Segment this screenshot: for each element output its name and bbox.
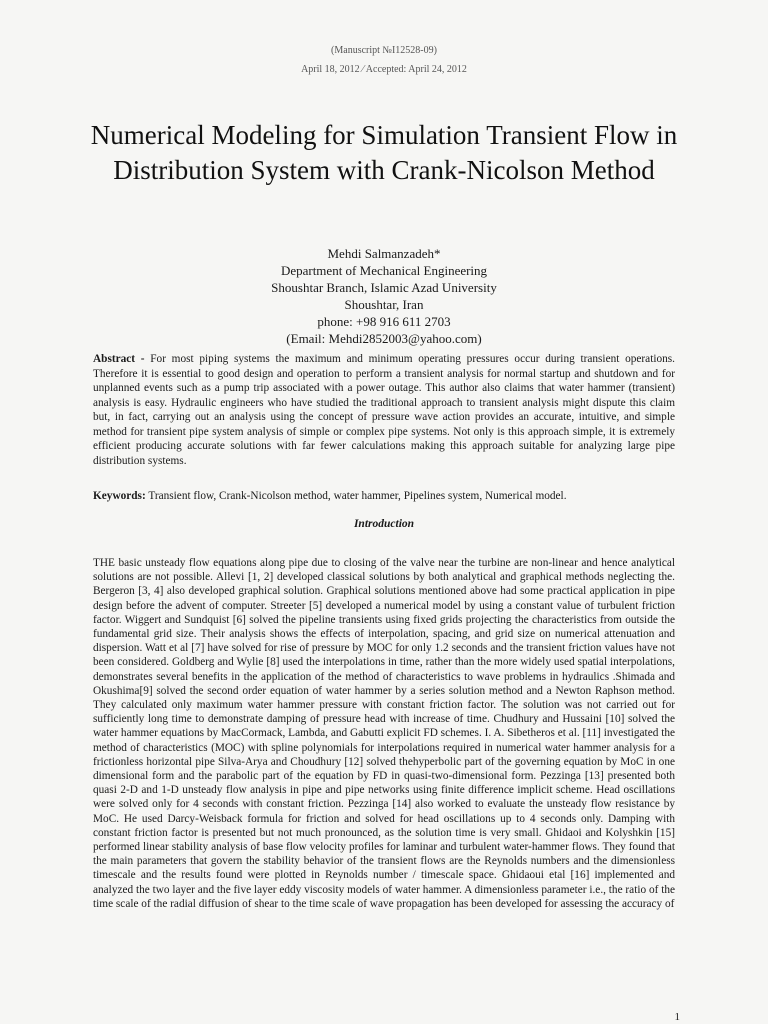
- introduction-heading: Introduction: [353, 518, 415, 530]
- abstract: [93, 352, 675, 468]
- page-number: 1: [674, 1011, 680, 1023]
- abstract-label: Abstract -: [93, 353, 145, 365]
- paper-title: Numerical Modeling for Simulation Transient Flow in Distribution System with Crank-Nicolson Method: [90, 120, 678, 185]
- keywords-text: Transient flow, Crank-Nicolson method, water hammer, Pipelines system, Numerical model.: [145, 490, 567, 502]
- author-location: Shoushtar, Iran: [344, 297, 424, 312]
- submission-dates: April 18, 2012 ⁄ Accepted: April 24, 2012: [301, 64, 467, 75]
- keywords-label: Keywords:: [93, 490, 146, 502]
- author-block: [0, 245, 768, 347]
- keywords: [93, 489, 675, 503]
- author-email: (Email: Mehdi2852003@yahoo.com): [286, 331, 482, 346]
- author-department: Department of Mechanical Engineering: [280, 263, 488, 278]
- abstract-text: For most piping systems the maximum and minimum operating pressures occur during transient operations. Therefore it is essential to good design and operation to perform a transient analysis for normal startup and shutdown and for unplanned events such as a pump trip associated with a power outage. This author also claims that water hammer (transient) analysis is easy. Hydraulic engineers who have studied the traditional approach to transient analysis might dispute this claim but, in fact, carrying out an analysis using the concept of pressure wave action provides an accurate, intuitive, and simple method for transient pipe system analysis of simple or complex pipe systems. Not only is this approach simple, it is extremely efficient producing accurate solutions with far fewer calculations making this approach suitable for analyzing large pipe distribution systems.: [93, 353, 675, 467]
- introduction-body: THE basic unsteady flow equations along pipe due to closing of the valve near the turbine are non-linear and hence analytical solutions are not possible. Allevi [1, 2] developed classical solutions by both analytical and graphical methods neglecting the. Bergeron [3, 4] also developed graphical solution. Graphical solutions mentioned above had some practical application in pipe design before the advent of computer. Streeter [5] developed a numerical model by using a constant value of turbulent friction factor. Wiggert and Sundquist [6] solved the pipeline transients using fixed grids projecting the characteristics from outside the fundamental grid size. Their analysis shows the effects of interpolation, spacing, and grid size on numerical attenuation and dispersion. Watt et al [7] have solved for rise of pressure by MOC for only 1.2 seconds and the transient friction values have not been considered. Goldberg and Wylie [8] used the interpolations in time, rather than the more widely used spatial interpolations, demonstrates several benefits in the application of the method of characteristics to wave problems in hydraulics .Shimada and Okushima[9] solved the second order equation of water hammer by a series solution method and a Newton Raphson method. They calculated only maximum water hammer pressure with constant friction factor. The solution was not carried out for sufficiently long time to demonstrate damping of pressure head with increase of time. Chudhury and Hussaini [10] solved the water hammer equations by MacCormack, Lambda, and Gabutti explicit FD schemes. I. A. Sibetheros et al. [11] investigated the method of characteristics (MOC) with spline polynomials for interpolations required in numerical water hammer analysis for a frictionless horizontal pipe Silva-Arya and Choudhury [12] solved thehyperbolic part of the governing equation by MoC in one dimensional form and the parabolic part of the equation by FD in quasi-two-dimensional form. Pezzinga [13] presented both quasi 2-D and 1-D unsteady flow analysis in pipe and pipe networks using finite difference implicit scheme. Head oscillations were solved only for 4 seconds with constant friction. Pezzinga [14] also worked to evaluate the unsteady flow resistance by MoC. He used Darcy-Weisback formula for friction and solved for head oscillations up to 4 seconds only. Damping with constant friction factor is presented but not much pronounced, as the solution time is very small. Ghidaoi and Kolyshkin [15] performed linear stability analysis of base flow velocity profiles for laminar and turbulent water-hammer flows. They found that the main parameters that govern the stability behavior of the transient flows are the Reynolds numbers and the dimensionless timescale and the results found were plotted in Reynolds number / timescale space. Ghidaoui etal [16] implemented and analyzed the two layer and the five layer eddy viscosity models of water hammer. A dimensionless parameter i.e., the ratio of the time scale of the radial diffusion of shear to the time scale of wave propagation has been developed for assessing the accuracy of: [93, 557, 675, 910]
- author-university: Shoushtar Branch, Islamic Azad University: [271, 280, 497, 295]
- manuscript-number: (Manuscript №I12528-09): [331, 45, 437, 56]
- author-name: Mehdi Salmanzadeh*: [327, 246, 441, 261]
- author-phone: phone: +98 916 611 2703: [317, 314, 451, 329]
